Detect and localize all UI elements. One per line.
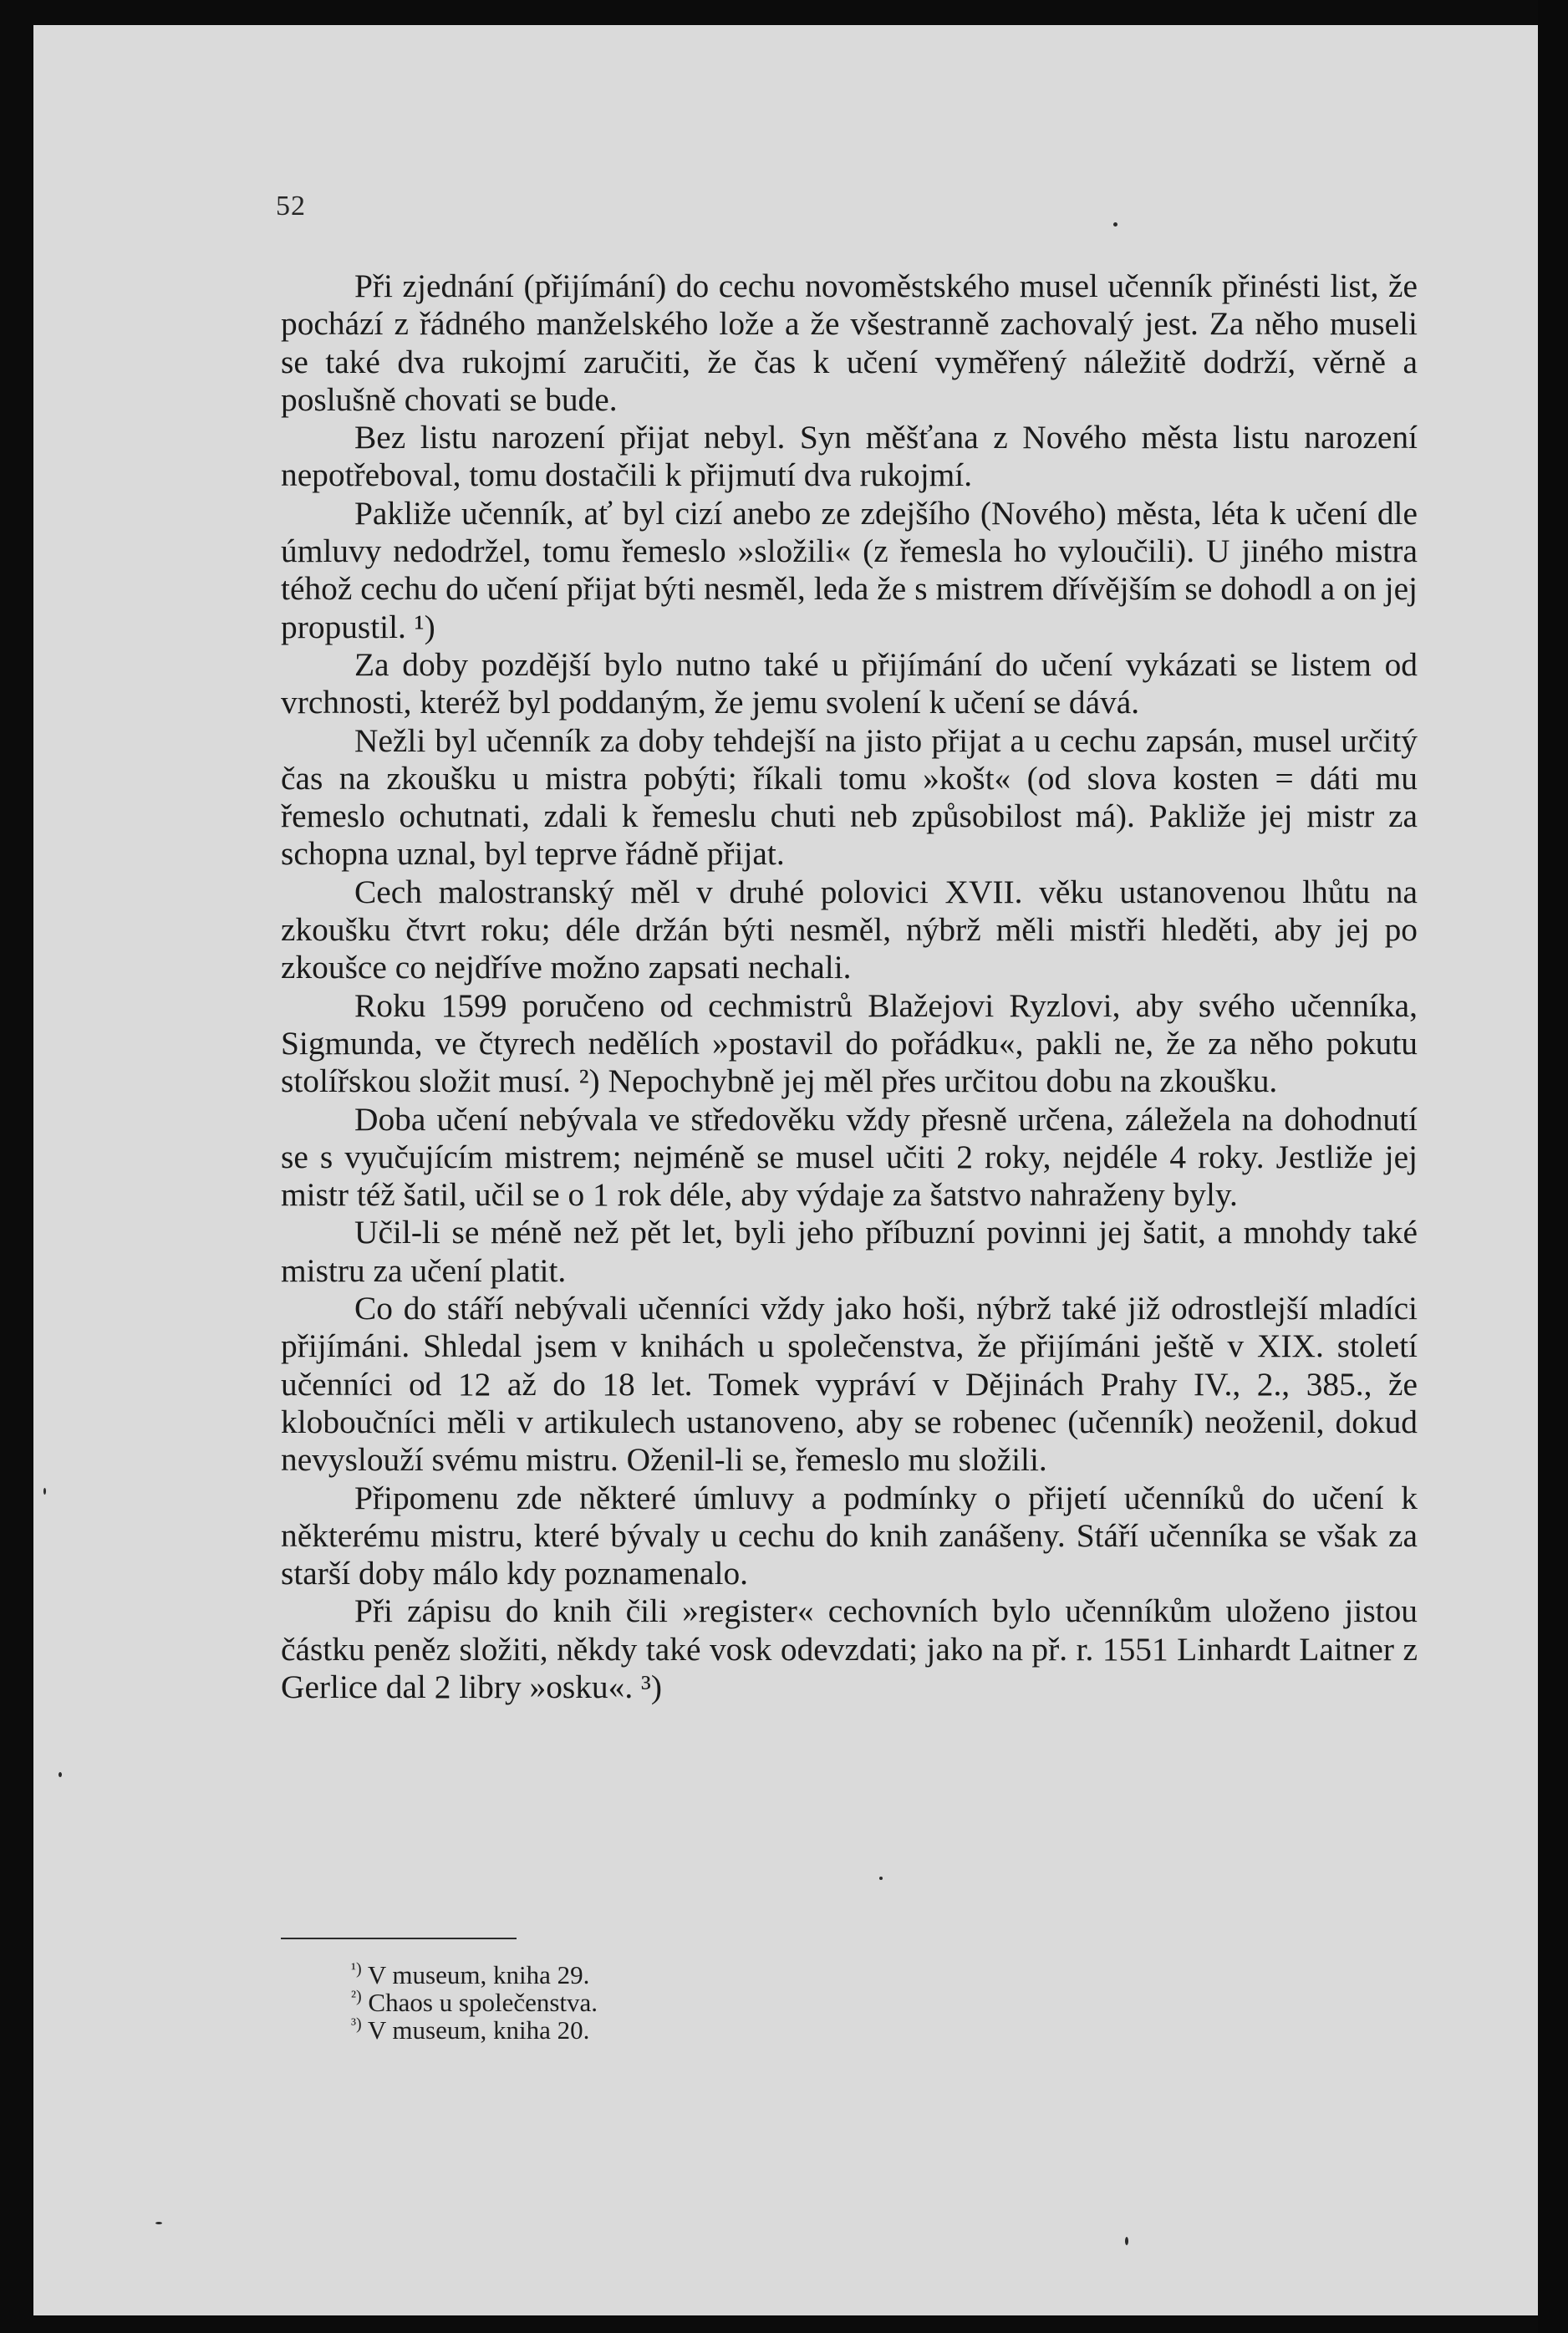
body-text — [281, 267, 1418, 1706]
paragraph: Za doby pozdější bylo nutno také u přijímání do učení vykázati se listem od vrchnosti, kteréž byl poddaným, že jemu svolení k učení se dává. — [281, 645, 1418, 721]
footnote-text: V museum, kniha 29. — [367, 1960, 590, 1989]
footnote-mark: ³) — [351, 2015, 362, 2034]
paragraph: Bez listu narození přijat nebyl. Syn měšťana z Nového města listu narození nepotřeboval, tomu dostačili k přijmutí dva rukojmí. — [281, 419, 1418, 494]
paragraph: Připomenu zde některé úmluvy a podmínky o přijetí učenníků do učení k některému mistru, které bývaly u cechu do knih zanášeny. Stáří učenníka se však za starší doby málo kdy poznamenalo. — [281, 1479, 1418, 1592]
scan-speck — [1125, 2237, 1128, 2245]
paragraph: Nežli byl učenník za doby tehdejší na jisto přijat a u cechu zapsán, musel určitý čas na zkoušku u mistra pobýti; říkali tomu »košt« (od slova kosten = dáti mu řemeslo ochutnati, zdali k řemeslu chuti neb způsobilost má). Pakliže jej mistr za schopna uznal, byl teprve řádně přijat. — [281, 721, 1418, 873]
paragraph: Doba učení nebývala ve středověku vždy přesně určena, záležela na dohodnutí se s vyučujícím mistrem; nejméně se musel učiti 2 roky, nejdéle 4 roky. Jestliže jej mistr též šatil, učil se o 1 rok déle, aby výdaje za šatstvo nahraženy byly. — [281, 1100, 1418, 1214]
footnote — [351, 1989, 598, 2016]
scan-speck — [155, 2222, 162, 2224]
paragraph: Při zjednání (přijímání) do cechu novoměstského musel učenník přinésti list, že pochází z řádného manželského lože a že všestranně zachovalý jest. Za něho museli se také dva rukojmí zaručiti, že čas k učení vyměřený náležitě dodrží, věrně a poslušně chovati se bude. — [281, 267, 1418, 418]
footnote — [351, 2016, 598, 2044]
paragraph: Pakliže učenník, ať byl cizí anebo ze zdejšího (Nového) města, léta k učení dle úmluvy nedodržel, tomu řemeslo »složili« (z řemesla ho vyloučili). U jiného mistra téhož cechu do učení přijat býti nesměl, leda že s mistrem dřívějším se dohodl a on jej propustil. ¹) — [281, 494, 1418, 645]
footnotes — [351, 1961, 598, 2044]
page-number: 52 — [276, 191, 306, 222]
footnote-text: Chaos u společenstva. — [368, 1988, 598, 2017]
footnote-text: V museum, kniha 20. — [367, 2015, 590, 2045]
paragraph: Cech malostranský měl v druhé polovici XVII. věku ustanovenou lhůtu na zkoušku čtvrt roku; déle držán býti nesměl, nýbrž měli mistři hleděti, aby jej po zkoušce co nejdříve možno zapsati nechali. — [281, 873, 1418, 986]
scan-speck — [43, 1488, 46, 1495]
scan-speck — [879, 1877, 883, 1880]
scan-border — [1538, 0, 1568, 2333]
scan-speck — [59, 1772, 62, 1777]
paragraph: Roku 1599 poručeno od cechmistrů Blažejovi Ryzlovi, aby svého učenníka, Sigmunda, ve čtyrech nedělích »postavil do pořádku«, pakli ne, že za něho pokutu stolířskou složit musí. ²) Nepochybně jej měl přes určitou dobu na zkoušku. — [281, 986, 1418, 1100]
footnote-divider — [281, 1938, 517, 1939]
footnote-mark: ²) — [351, 1987, 362, 2006]
paragraph: Co do stáří nebývali učenníci vždy jako hoši, nýbrž také již odrostlejší mladíci přijímáni. Shledal jsem v knihách u společenstva, že přijímáni ještě v XIX. století učenníci od 12 až do 18 let. Tomek vypráví v Dějinách Prahy IV., 2., 385., že kloboučníci měli v artikulech ustanoveno, aby se robenec (učenník) neoženil, dokud nevyslouží svému mistru. Oženil-li se, řemeslo mu složili. — [281, 1290, 1418, 1479]
scan-speck — [1113, 222, 1117, 227]
footnote-mark: ¹) — [351, 1959, 362, 1979]
footnote — [351, 1961, 598, 1989]
paragraph: Učil-li se méně než pět let, byli jeho příbuzní povinni jej šatit, a mnohdy také mistru za učení platit. — [281, 1214, 1418, 1289]
paragraph: Při zápisu do knih čili »register« cechovních bylo učenníkům uloženo jistou částku peněz složiti, někdy také vosk odevzdati; jako na př. r. 1551 Linhardt Laitner z Gerlice dal 2 libry »osku«. ³) — [281, 1592, 1418, 1705]
